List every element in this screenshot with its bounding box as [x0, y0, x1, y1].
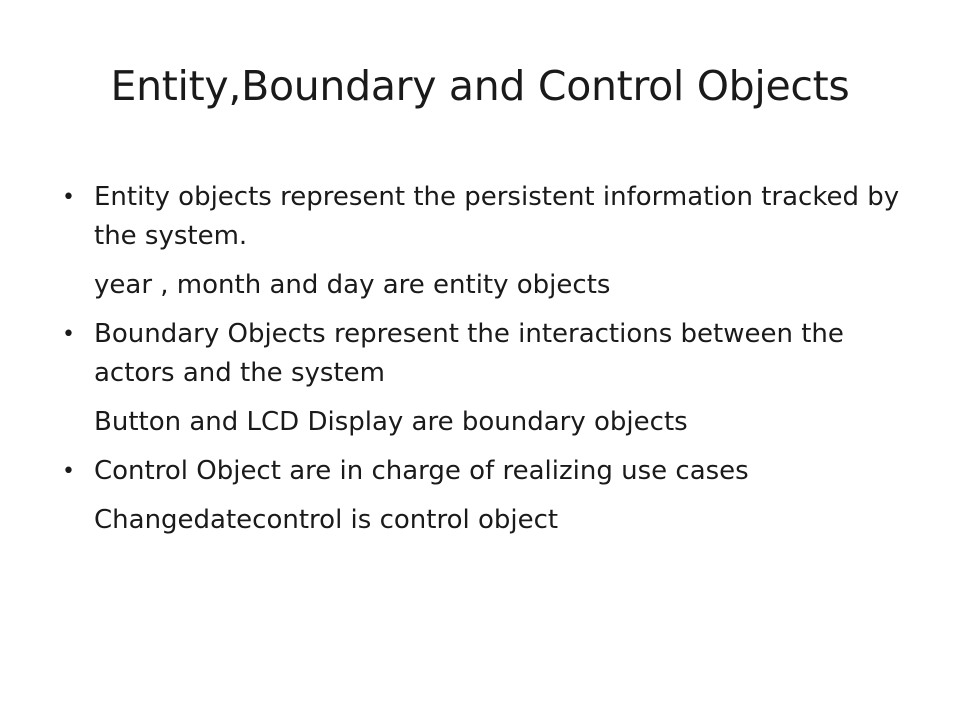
bullet-item-control [62, 452, 922, 491]
slide-title: Entity,Boundary and Control Objects [110, 62, 850, 110]
bullet-item-entity [62, 178, 922, 256]
bullet-icon: • [62, 322, 75, 347]
sub-line-boundary: Button and LCD Display are boundary objects [94, 407, 688, 437]
bullet-item-boundary [62, 315, 922, 393]
sub-line-control: Changedatecontrol is control object [94, 505, 559, 535]
bullet-text: Control Object are in charge of realizing use cases [94, 456, 749, 486]
slide-body [62, 178, 922, 550]
sub-line-entity: year , month and day are entity objects [94, 270, 611, 300]
bullet-icon: • [62, 185, 75, 210]
bullet-icon: • [62, 459, 75, 484]
bullet-text: Boundary Objects represent the interactions between the actors and the system [94, 319, 844, 388]
bullet-text: Entity objects represent the persistent information tracked by the system. [94, 182, 900, 251]
